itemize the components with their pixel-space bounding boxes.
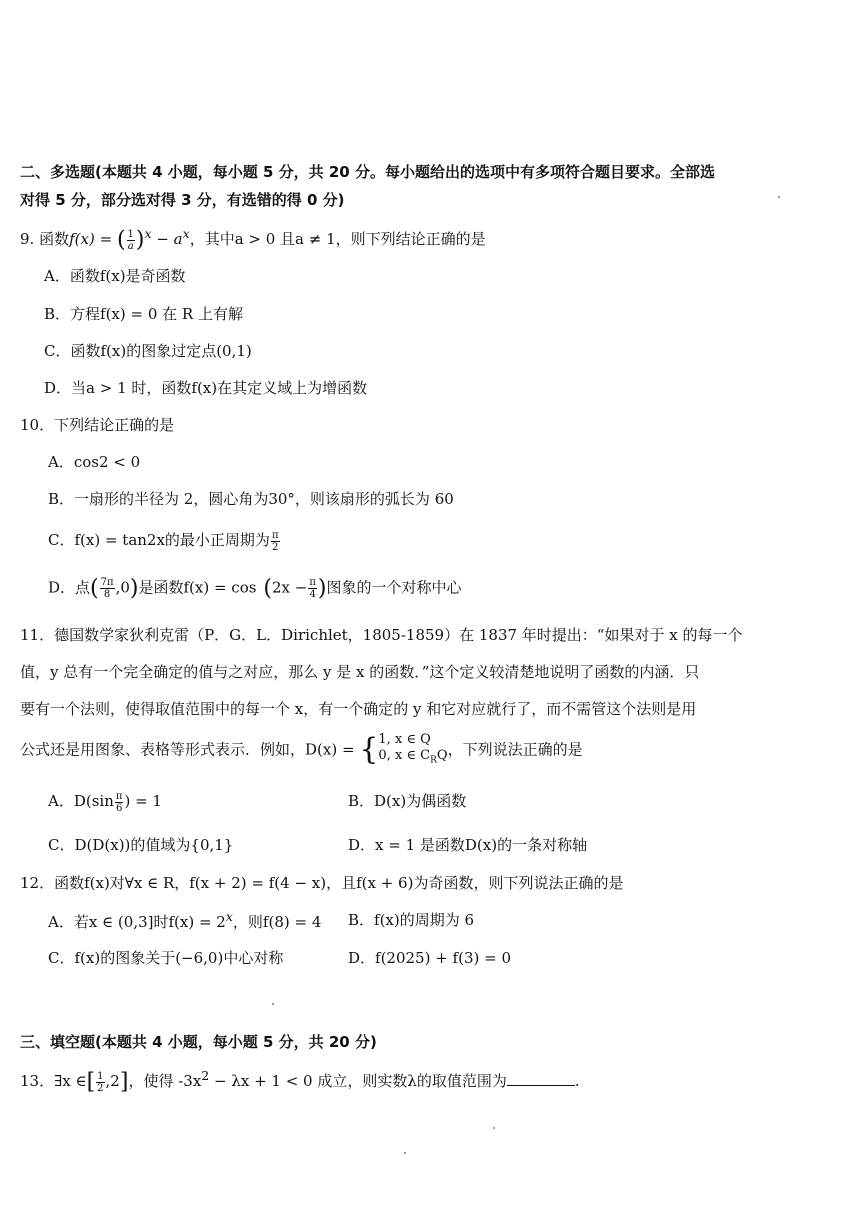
section3-header: 三、填空题(本题共 4 小题，每小题 5 分，共 20 分) [20,1033,377,1051]
q10-stem: 10．下列结论正确的是 [20,416,175,434]
q10-option-a: A．cos2 < 0 [48,453,141,471]
section2-header-line1: 二、多选题(本题共 4 小题，每小题 5 分，共 20 分。每小题给出的选项中有多项符合题目要求。全部选 [20,163,715,181]
q11-line4-pre: 公式还是用图象、表格等形式表示．例如，D(x) = [20,740,355,759]
q12-option-b: B．f(x)的周期为 6 [348,911,475,929]
scan-speck [404,1152,406,1154]
q10-option-d-pre: D．点 [48,578,91,597]
q13-end: . [574,1072,580,1090]
q13-fraction: $\frac{1}{2}$ [97,1070,104,1094]
q10-option-c [48,529,281,553]
q13-interval-tail: ,2 [105,1072,120,1090]
q11-case1: 1, x ∈ Q [378,732,431,747]
q9-post: − a [151,230,183,248]
q11-option-c: C．D(D(x))的值域为{0,1} [48,836,234,854]
q11-brace: { [359,732,379,768]
q9-option-d: D．当a > 1 时，函数f(x)在其定义域上为增函数 [44,379,368,397]
scan-speck [272,1003,274,1005]
q11-line3: 要有一个法则，使得取值范围中的每一个 x，有一个确定的 y 和它对应就行了，而不需管这个法则是用 [20,700,697,718]
q12-option-a-exp: x [225,909,233,924]
scan-speck [493,1127,495,1129]
q10-option-d-mid: ,0 [115,578,130,597]
section2-header-line2: 对得 5 分，部分选对得 3 分，有选错的得 0 分) [20,191,345,209]
q12-stem: 12．函数f(x)对∀x ∈ R，f(x + 2) = f(4 − x)，且f(x + 6)为奇函数，则下列说法正确的是 [20,874,624,892]
q11-line4-post: ，下列说法正确的是 [447,740,583,759]
q13-stem: 13．∃x ∈[ $\frac{1}{2}$ ,2]，使得 $-3x^2 - \lambda x + 1 < 0$ 成立，则实数λ的取值范围为 . [20,1068,580,1095]
q11-option-a-post: ) = 1 [124,792,162,810]
q11-option-a-fraction: $\frac{\pi}{6}$ [115,790,123,814]
q10-option-d-func: 是函数f(x) = cos [138,578,257,597]
q11-case2-tail: Q [436,748,448,763]
q10-option-b: B．一扇形的半径为 2，圆心角为30°，则该扇形的弧长为 60 [48,490,454,508]
q13-answer-blank[interactable] [507,1071,575,1086]
q10-option-c-text: C．f(x) = tan2x的最小正周期为 [48,531,270,549]
q10-option-d-tail: 图象的一个对称中心 [326,578,462,597]
q11-line2: 值，y 总有一个完全确定的值与之对应，那么 y 是 x 的函数．”这个定义较清楚地说明了函数的内涵．只 [20,663,700,681]
q9-number: 9. [20,230,35,248]
scan-speck [778,196,780,198]
q10-option-c-fraction: $\frac{\pi}{2}$ [271,529,279,553]
q12-option-d: D．f(2025) + f(3) = 0 [348,949,512,967]
q9-option-c: C．函数f(x)的图象过定点(0,1) [44,342,252,360]
q11-case2-sub: R [430,755,437,766]
q13-pre: 13．∃x ∈ [20,1072,87,1090]
q9-fraction: $\frac{1}{a}$ [127,228,134,252]
q10-option-d-fraction2: $\frac{\pi}{4}$ [309,577,316,600]
q9-fx: f(x) = [69,230,117,248]
q11-cases [378,732,447,769]
q11-case2: 0, x ∈ C [378,748,431,763]
q13-post: ，使得 -3x [128,1072,202,1090]
q13-post-exp: 2 [201,1068,210,1083]
q9-tail: ，其中a > 0 且a ≠ 1，则下列结论正确的是 [189,230,486,248]
q11-line1: 11．德国数学家狄利克雷（P．G．L．Dirichlet，1805-1859）在 1837 年时提出：“如果对于 x 的每一个 [20,626,743,644]
q12-option-a-post: ，则f(8) = 4 [232,913,322,931]
q12-option-a-pre: A．若x ∈ (0,3]时f(x) = 2 [48,913,226,931]
q10-option-d-inner: 2x − [272,578,308,597]
q10-option-d: D．点( $\frac{7\pi}{8}$ ,0)是函数f(x) = cos (2x − $\frac{\pi}{4}$ )图象的一个对称中心 [48,576,462,601]
q9-exponent: x [144,226,152,241]
q11-option-b: B．D(x)为偶函数 [348,792,467,810]
q13-tail: − λx + 1 < 0 成立，则实数λ的取值范围为 [209,1072,507,1090]
q12-option-c: C．f(x)的图象关于(−6,0)中心对称 [48,949,284,967]
q9-option-a: A．函数f(x)是奇函数 [44,267,186,285]
q11-option-a [48,790,162,814]
q11-option-a-pre: A．D(sin [48,792,114,810]
q9-option-b: B．方程f(x) = 0 在 R 上有解 [44,305,243,323]
q11-line4 [20,732,583,769]
q10-option-d-fraction: $\frac{7\pi}{8}$ [100,577,114,600]
q12-option-a [48,909,321,932]
q9-pre: 函数 [39,230,70,248]
q9-post-exponent: x [182,226,190,241]
q9-stem: 9. 函数f(x) = ( $\frac{1}{a}$ )$^x - a^x$，其中a > 0 且a ≠ 1，则下列结论正确的是 [20,226,486,253]
q11-option-d: D．x = 1 是函数D(x)的一条对称轴 [348,836,588,854]
